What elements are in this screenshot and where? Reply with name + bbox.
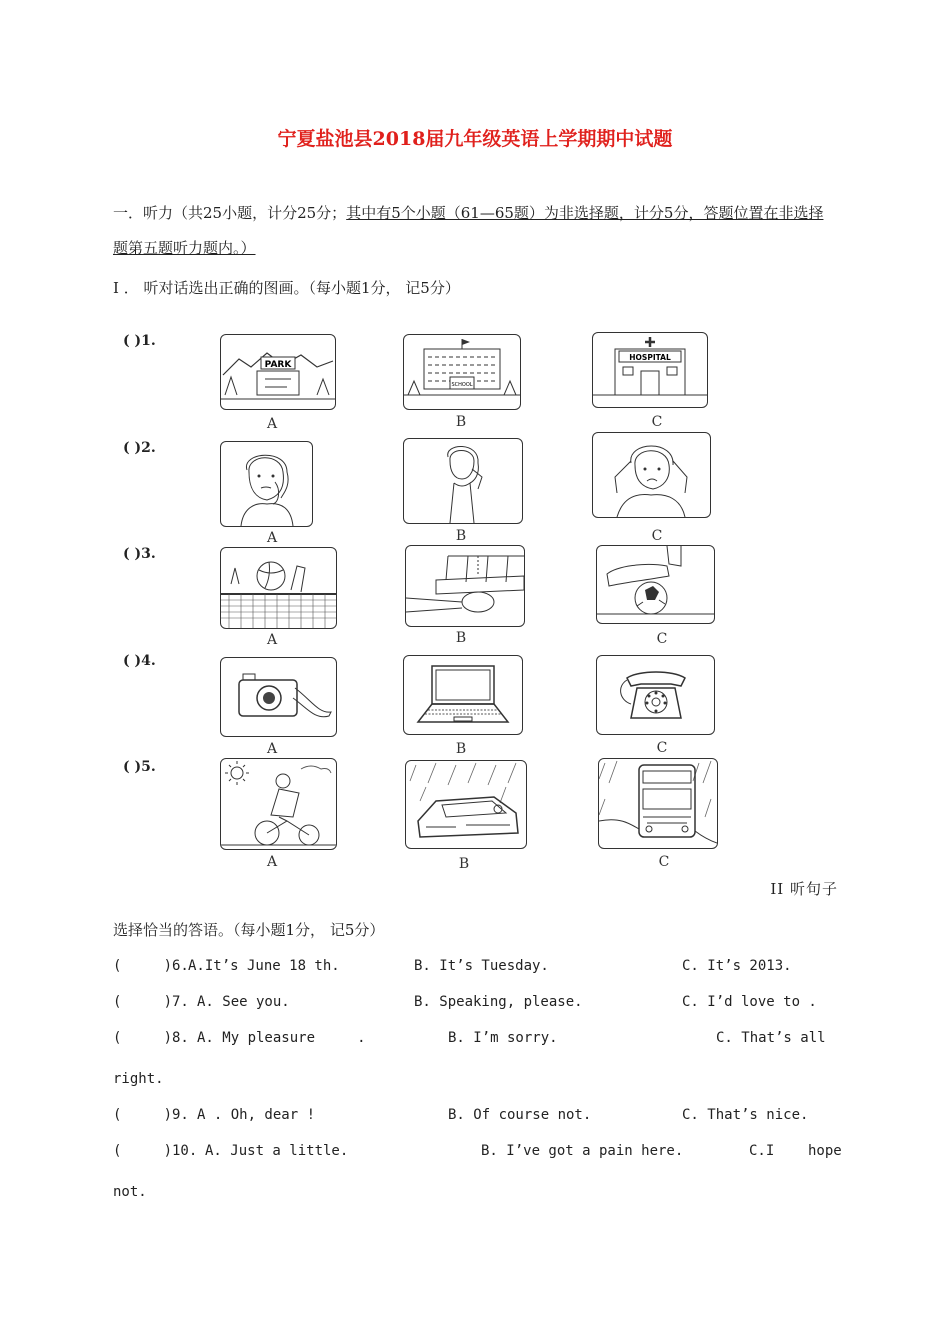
question-10-option-c: C.I hope [749,1143,842,1159]
q1-label-b: B [455,414,467,430]
question-1-number: ( )1. [123,333,156,349]
q1-label-c: C [651,414,663,430]
q3-label-b: B [455,630,467,646]
svg-text:SCHOOL: SCHOOL [451,382,473,388]
question-4-number: ( )4. [123,653,156,669]
q5-picture-b-car-rain [405,760,527,849]
question-3-number: ( )3. [123,546,156,562]
q4-picture-c-telephone [596,655,715,735]
q2-picture-b-neck-pain [403,438,523,524]
part-ii-heading: II 听句子 [770,880,838,898]
question-9-option-a: A . Oh, dear ! [197,1107,316,1123]
question-10-option-b: B. I’ve got a pain here. [481,1143,684,1159]
question-6-option-c: C. It’s 2013. [682,958,792,974]
question-7-number: ( )7. [113,994,189,1010]
q3-picture-b-table-tennis [405,545,525,627]
svg-text:PARK: PARK [264,360,292,370]
q5-label-a: A [266,854,278,870]
question-8-option-a: A. My pleasure . [197,1030,366,1046]
svg-text:HOSPITAL: HOSPITAL [629,353,671,362]
question-6-option-b: B. It’s Tuesday. [414,958,549,974]
question-8-option-b: B. I’m sorry. [448,1030,558,1046]
question-7-option-a: A. See you. [197,994,290,1010]
question-10-option-a: A. Just a little. [205,1143,349,1159]
q4-picture-a-camera [220,657,337,737]
question-6-number: ( )6. [113,958,189,974]
question-8-option-c-continued: right. [113,1071,164,1087]
q4-label-c: C [656,740,668,756]
q4-label-a: A [266,741,278,757]
question-10-number: ( )10. [113,1143,198,1159]
q5-picture-a-riding-bike-sunny [220,758,337,850]
q2-picture-a-toothache [220,441,313,527]
part-ii-instruction: 选择恰当的答语。（每小题1分， 记5分） [113,921,385,939]
question-9-option-b: B. Of course not. [448,1107,592,1123]
q1-label-a: A [266,416,278,432]
page-title: 宁夏盐池县2018届九年级英语上学期期中试题 [277,128,673,150]
q5-label-b: B [458,856,470,872]
question-2-number: ( )2. [123,440,156,456]
question-7-option-b: B. Speaking, please. [414,994,583,1010]
question-5-number: ( )5. [123,759,156,775]
q2-label-c: C [651,528,663,544]
q2-label-b: B [455,528,467,544]
q3-label-c: C [656,631,668,647]
q5-label-c: C [658,854,670,870]
q5-picture-c-bus-rain [598,758,718,849]
listening-header-underlined: 其中有5个小题（61—65题）为非选择题，计分5分，答题位置在非选择题第五题听力题内。） [113,204,824,257]
question-10-option-c-continued: not. [113,1184,147,1200]
question-8-option-c: C. That’s all [716,1030,826,1046]
q2-picture-c-headache [592,432,711,518]
q1-picture-c-hospital [592,332,708,408]
part-i-instruction: I ． 听对话选出正确的图画。（每小题1分， 记5分） [113,279,460,297]
question-8-number: ( )8. [113,1030,189,1046]
q3-picture-a-volleyball [220,547,337,629]
question-9-number: ( )9. [113,1107,189,1123]
q3-label-a: A [266,632,278,648]
question-6-option-a: A.It’s June 18 th. [188,958,340,974]
question-7-option-c: C. I’d love to . [682,994,817,1010]
q3-picture-c-football [596,545,715,624]
q2-label-a: A [266,530,278,546]
question-9-option-c: C. That’s nice. [682,1107,809,1123]
listening-header-text: 一．听力（共25小题，计分25分； [113,204,347,222]
q1-picture-a-park [220,334,336,410]
q4-label-b: B [455,741,467,757]
q4-picture-b-laptop [403,655,523,735]
listening-section-header [113,196,838,266]
q1-picture-b-school [403,334,521,410]
